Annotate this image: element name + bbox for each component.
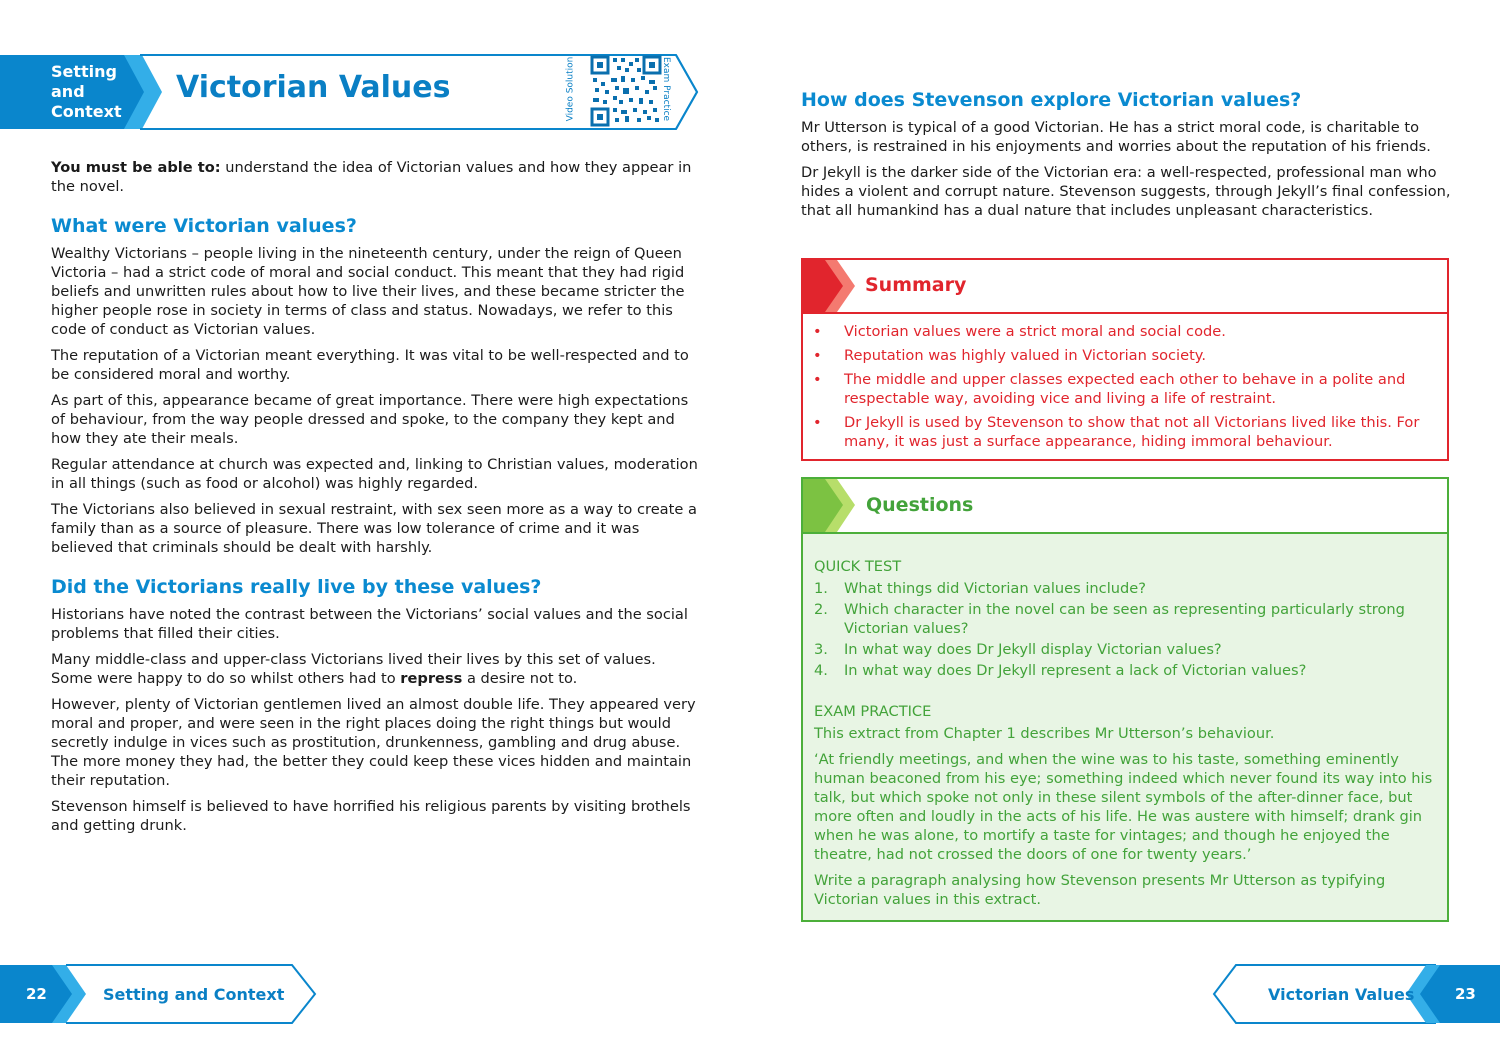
learning-objective-text: understand the idea of Victorian values and how they appear in the novel. bbox=[51, 159, 692, 195]
exam-practice-heading: EXAM PRACTICE bbox=[814, 703, 932, 720]
questions-box bbox=[801, 477, 1449, 922]
summary-title: Summary bbox=[865, 274, 967, 296]
quick-test-text: Which character in the novel can be seen as representing particularly strong Victorian values? bbox=[844, 601, 1405, 637]
quick-test-list bbox=[814, 579, 1439, 680]
bullet-icon: • bbox=[813, 347, 822, 364]
questions-title: Questions bbox=[866, 494, 974, 516]
paragraph: The reputation of a Victorian meant everything. It was vital to be well-respected and to be considered moral and worthy. bbox=[51, 347, 689, 383]
bullet-icon: • bbox=[813, 323, 822, 340]
quick-test-text: What things did Victorian values include? bbox=[844, 580, 1146, 597]
summary-item-text: The middle and upper classes expected each other to behave in a polite and respectable way, avoiding vice and living a life of restraint. bbox=[844, 371, 1406, 407]
questions-body bbox=[814, 557, 1439, 916]
item-number: 3. bbox=[814, 641, 828, 658]
paragraph: However, plenty of Victorian gentlemen lived an almost double life. They appeared very moral and proper, and were seen in the right places doing the right things but would secretly indulge in vices such as prostitution, drunkenness, gambling and drug abuse. The more money they had, the better they could keep these vices hidden and maintain their reputation. bbox=[51, 696, 696, 789]
quick-test-item bbox=[814, 661, 1439, 680]
quick-test-item bbox=[814, 579, 1439, 598]
item-number: 2. bbox=[814, 601, 828, 618]
paragraph: Wealthy Victorians – people living in the nineteenth century, under the reign of Queen Victoria – had a strict code of moral and social conduct. This meant that they had rigid beliefs and unwritten rules about how to live their lives, and these became stricter the higher people rose in society in terms of class and status. Nowadays, we refer to this code of conduct as Victorian values. bbox=[51, 245, 685, 338]
summary-box bbox=[801, 258, 1449, 461]
page-title: Victorian Values bbox=[176, 70, 451, 105]
item-number: 4. bbox=[814, 662, 828, 679]
bullet-icon: • bbox=[813, 414, 822, 431]
quick-test-item bbox=[814, 640, 1439, 659]
exam-quote: ‘At friendly meetings, and when the wine was to his taste, something eminently human beaconed from his eye; something indeed which never found its way into his talk, but which spoke not only in these silent symbols of the after-dinner face, but more often and loudly in the acts of his life. He was austere with himself; drank gin when he was alone, to mortify a taste for vintages; and though he enjoyed the theatre, had not crossed the doors of one for twenty years.’ bbox=[814, 751, 1433, 863]
questions-chevron-icon bbox=[803, 479, 855, 532]
section-label-line: Setting bbox=[51, 62, 117, 81]
paragraph: The Victorians also believed in sexual restraint, with sex seen more as a way to create a family than as a source of pleasure. There was low tolerance of crime and it was believed that criminals should be dealt with harshly. bbox=[51, 501, 697, 556]
item-number: 1. bbox=[814, 580, 828, 597]
video-solution-label[interactable]: Video Solution bbox=[565, 56, 576, 122]
footer-section-link[interactable]: Setting and Context bbox=[103, 985, 285, 1004]
paragraph: Stevenson himself is believed to have horrified his religious parents by visiting brothels and getting drunk. bbox=[51, 798, 691, 834]
section-label-line: and bbox=[51, 82, 85, 101]
paragraph: Dr Jekyll is the darker side of the Victorian era: a well-respected, professional man who hides a violent and corrupt nature. Stevenson suggests, through Jekyll’s final confession, that all humankind has a dual nature that includes unpleasant characteristics. bbox=[801, 164, 1451, 219]
exam-task: Write a paragraph analysing how Stevenson presents Mr Utterson as typifying Victorian values in this extract. bbox=[814, 872, 1386, 908]
quick-test-item bbox=[814, 600, 1439, 638]
learning-objective-label: You must be able to: bbox=[51, 159, 221, 176]
paragraph bbox=[51, 650, 701, 688]
summary-item-text: Dr Jekyll is used by Stevenson to show that not all Victorians lived like this. For many, it was just a surface appearance, hiding immoral behaviour. bbox=[844, 414, 1420, 450]
bullet-icon: • bbox=[813, 371, 822, 388]
heading-how-does-stevenson-explore: How does Stevenson explore Victorian values? bbox=[801, 89, 1302, 111]
paragraph: As part of this, appearance became of great importance. There were high expectations of behaviour, from the way people dressed and spoke, to the company they kept and how they ate their meals. bbox=[51, 392, 689, 447]
keyword-repress: repress bbox=[400, 670, 463, 687]
summary-chevron-icon bbox=[803, 260, 855, 312]
heading-what-were-victorian-values: What were Victorian values? bbox=[51, 215, 357, 237]
quick-test-label: QUICK TEST bbox=[814, 558, 902, 575]
learning-objective bbox=[51, 158, 701, 196]
heading-did-victorians-live-by-values: Did the Victorians really live by these values? bbox=[51, 576, 542, 598]
questions-header bbox=[803, 479, 1447, 534]
page-number-right: 23 bbox=[1455, 985, 1476, 1003]
summary-item bbox=[813, 370, 1433, 408]
paragraph-text: Many middle-class and upper-class Victorians lived their lives by this set of values. Some were happy to do so whilst others had to bbox=[51, 651, 656, 687]
exam-practice-label[interactable]: Exam Practice bbox=[661, 56, 672, 122]
summary-header bbox=[803, 260, 1447, 314]
paragraph: Mr Utterson is typical of a good Victorian. He has a strict moral code, is charitable to others, is restrained in his enjoyments and worries about the reputation of his friends. bbox=[801, 119, 1431, 155]
summary-item bbox=[813, 346, 1433, 365]
paragraph: Historians have noted the contrast between the Victorians’ social values and the social problems that filled their cities. bbox=[51, 606, 688, 642]
summary-item bbox=[813, 322, 1433, 341]
left-column bbox=[51, 158, 701, 842]
paragraph-text: a desire not to. bbox=[462, 670, 578, 687]
right-column bbox=[801, 88, 1451, 227]
paragraph: Regular attendance at church was expected and, linking to Christian values, moderation in all things (such as food or alcohol) was highly regarded. bbox=[51, 456, 698, 492]
footer-topic-link[interactable]: Victorian Values bbox=[1268, 985, 1415, 1004]
section-label bbox=[51, 62, 131, 122]
summary-list bbox=[813, 322, 1433, 456]
summary-item-text: Victorian values were a strict moral and social code. bbox=[844, 323, 1226, 340]
section-label-line: Context bbox=[51, 102, 122, 121]
quick-test-text: In what way does Dr Jekyll display Victorian values? bbox=[844, 641, 1222, 658]
page-number-left: 22 bbox=[26, 985, 47, 1003]
summary-item bbox=[813, 413, 1433, 451]
quick-test-text: In what way does Dr Jekyll represent a lack of Victorian values? bbox=[844, 662, 1307, 679]
exam-intro: This extract from Chapter 1 describes Mr Utterson’s behaviour. bbox=[814, 725, 1275, 742]
summary-item-text: Reputation was highly valued in Victorian society. bbox=[844, 347, 1206, 364]
qr-code bbox=[591, 56, 661, 126]
